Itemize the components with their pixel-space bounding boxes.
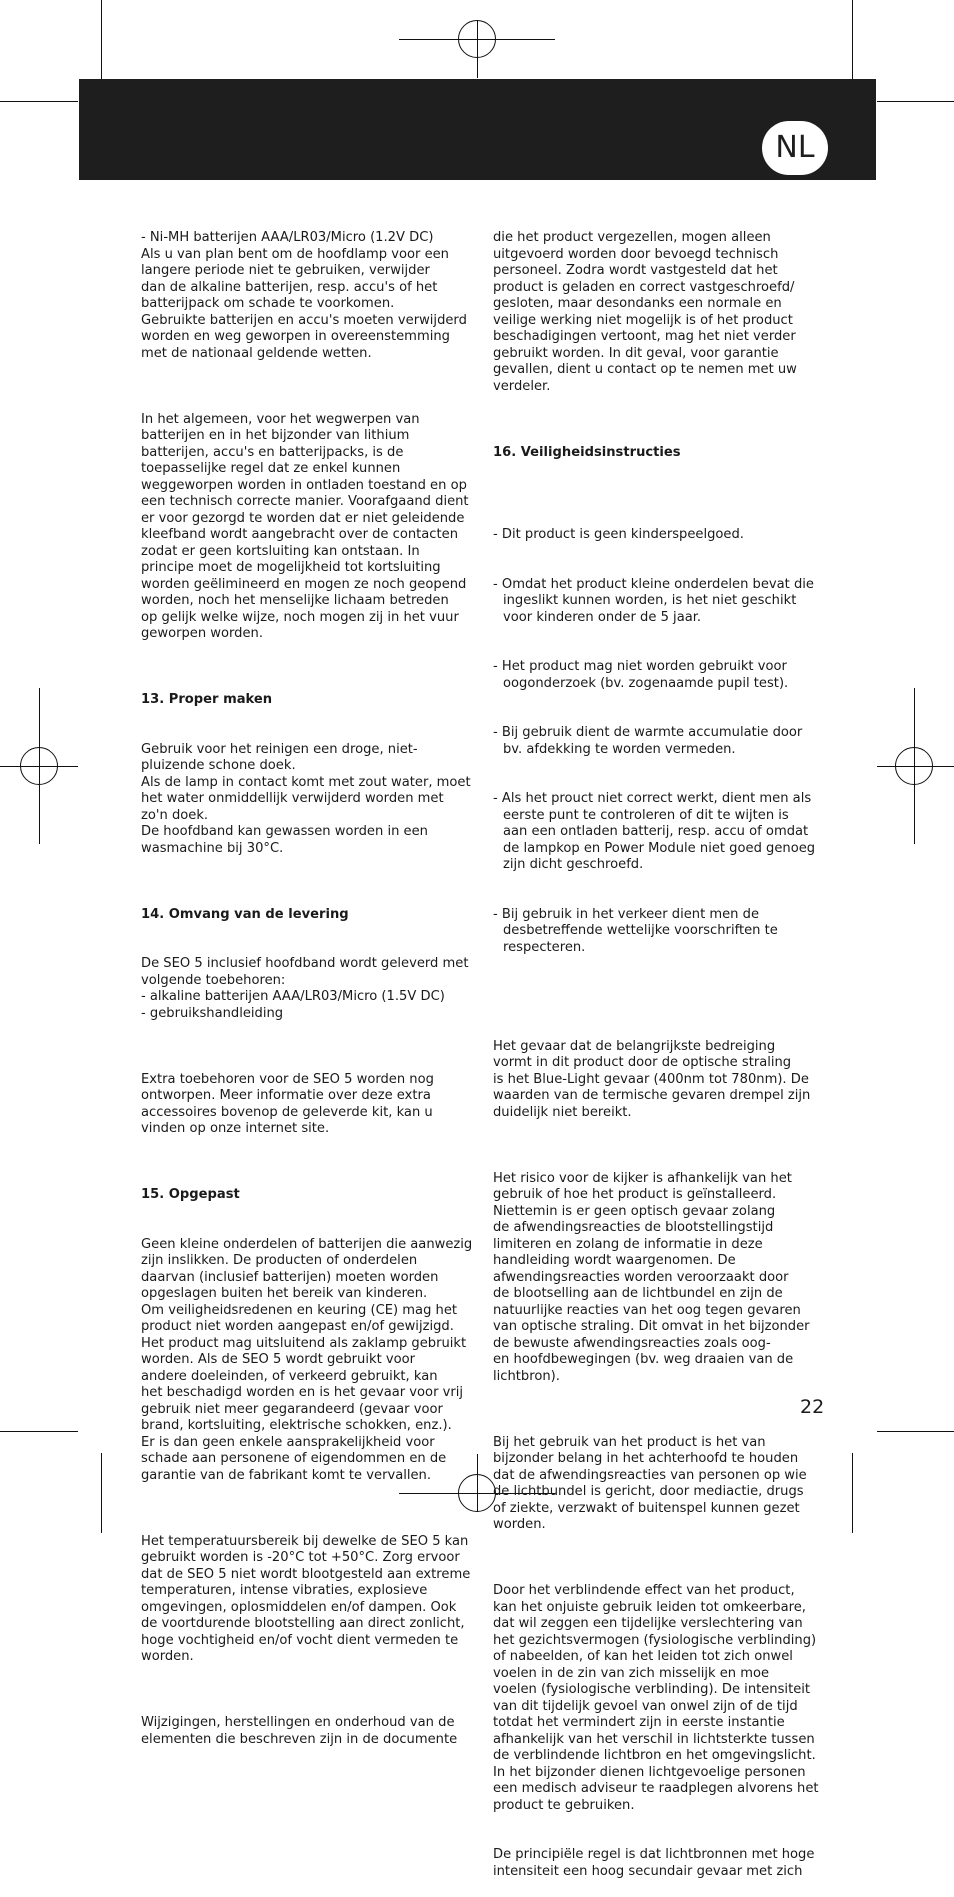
right-column [493, 197, 831, 1897]
registration-mark [895, 747, 933, 785]
safety-list [493, 494, 831, 989]
list-item: - Dit product is geen kinderspeelgoed. [493, 527, 744, 542]
continued-text: die het product vergezellen, mogen alleen uitgevoerd worden door bevoegd technisch personeel. Zodra wordt vastgesteld dat het product is geladen en correct vastgeschroefd/ gesloten, maar desondanks een normale en veilige werking niet mogelijk is of het product beschadigingen vertoont, mag het niet verder gebruikt worden. In dit geval, voor garantie gevallen, dient u contact op te nemen met uw verdeler. [493, 230, 797, 394]
blue-light-paragraph: Het gevaar dat de belangrijkste bedreiging vormt in dit product door de optische straling is het Blue-Light gevaar (400nm tot 780nm). De waarden van de termische gevaren drempel zijn duidelijk niet bereikt. [493, 1038, 811, 1120]
section-heading-delivery: 14. Omvang van de levering [141, 906, 349, 922]
aversion-paragraph: Bij het gebruik van het product is het van bijzonder belang in het achterhoofd te houden dat de afwendingsreacties van personen op wie de lichtbundel is gericht, door mediactie, drugs of ziekte, verzwakt of buitenspel kunnen gezet worden. [493, 1434, 807, 1532]
list-item: - Als het prouct niet correct werkt, dient men als eerste punt te controleren of dit te wijten is aan een ontladen batterij, resp. accu of omdat de lampkop en Power Module niet goed genoeg zijn dicht geschroefd. [493, 791, 816, 872]
header-bar [79, 79, 876, 180]
section-heading-safety: 16. Veiligheidsinstructies [493, 444, 681, 460]
left-column [141, 197, 479, 1765]
crop-mark [0, 1431, 78, 1432]
principle-paragraph: De principiële regel is dat lichtbronnen met hoge intensiteit een hoog secundair gevaar met zich [493, 1847, 815, 1879]
crop-mark [101, 1453, 102, 1533]
list-item: - Omdat het product kleine onderdelen bevat die ingeslikt kunnen worden, is het niet geschikt voor kinderen onder de 5 jaar. [493, 576, 814, 625]
crop-mark [877, 1431, 954, 1432]
crop-mark [852, 1453, 853, 1533]
cleaning-text: Gebruik voor het reinigen een droge, niet- pluizende schone doek. Als de lamp in contact komt met zout water, moet het water onmiddellijk verwijderd worden met zo'n doek. De hoofdband kan gewassen worden in een wasmachine bij 30°C. [141, 741, 471, 856]
battery-disposal-paragraph: - Ni-MH batterijen AAA/LR03/Micro (1.2V DC) Als u van plan bent om de hoofdlamp voor een langere periode niet te gebruiken, verwijder dan de alkaline batterijen, resp. accu's of het batterijpack om schade te voorkomen. Gebruikte batterijen en accu's moeten verwijderd worden en weg geworpen in overeenstemming met de nationaal geldende wetten. [141, 230, 467, 361]
caution-text: Geen kleine onderdelen of batterijen die aanwezig zijn inslikken. De producten of onderdelen daarvan (inclusief batterijen) moeten worden opgeslagen buiten het bereik van kinderen. Om veiligheidsredenen en keuring (CE) mag het product niet worden aangepast en/of gewijzigd. Het product mag uitsluitend als zaklamp gebruikt worden. Als de SEO 5 wordt gebruikt voor andere doeleinden, of verkeerd gebruikt, kan het beschadigd worden en is het gevaar voor vrij gebruik niet meer gegarandeerd (gevaar voor brand, kortsluiting, elektrische schokken, enz.). Er is dan geen enkele aansprakelijkheid voor schade aan personene of eigendommen en de garantie van de fabrikant komt te vervallen. [141, 1236, 473, 1483]
list-item: - Bij gebruik dient de warmte accumulatie door bv. afdekking te worden vermeden. [493, 725, 803, 757]
temperature-text: Het temperatuursbereik bij dewelke de SEO 5 kan gebruikt worden is -20°C tot +50°C. Zorg ervoor dat de SEO 5 niet wordt blootgesteld aan extreme temperaturen, intense vibraties, explosieve omgevingen, oplosmiddelen en/of dampen. Ook de voortdurende blootstelling aan direct zonlicht, hoge vochtigheid en/of vocht dient vermeden te worden. [141, 1533, 471, 1664]
glare-paragraph: Door het verblindende effect van het product, kan het onjuiste gebruik leiden tot omkeerbare, dat wil zeggen een tijdelijke verslechtering van het gezichtsvermogen (fysiologische verblinding) of nabeelden, of kan het leiden tot zich onwel voelen in de zin van zich misselijk en moe voelen (fysiologische verblinding). De intensiteit van dit tijdelijk gevoel van onwel zijn of de tijd totdat het vermindert zijn in eerste instantie afhankelijk van het verschil in lichtsterkte tussen de verblindende lichtbron en het omgevingslicht. In het bijzonder dienen lichtgevoelige personen een medisch adviseur te raadplegen alvorens het product te gebruiken. [493, 1583, 819, 1813]
delivery-text: De SEO 5 inclusief hoofdband wordt geleverd met volgende toebehoren: - alkaline batterijen AAA/LR03/Micro (1.5V DC) - gebruikshandleiding [141, 956, 469, 1021]
list-item: - Bij gebruik in het verkeer dient men de desbetreffende wettelijke voorschriften te respecteren. [493, 906, 778, 955]
section-heading-cleaning: 13. Proper maken [141, 692, 273, 707]
accessories-text: Extra toebehoren voor de SEO 5 worden nog ontworpen. Meer informatie over deze extra accessoires bovenop de geleverde kit, kan u vinden op onze internet site. [141, 1071, 434, 1136]
registration-mark [20, 747, 58, 785]
list-item: - Het product mag niet worden gebruikt voor oogonderzoek (bv. zogenaamde pupil test). [493, 659, 789, 691]
modification-text: Wijzigingen, herstellingen en onderhoud van de elementen die beschreven zijn in de documente [141, 1715, 458, 1747]
risk-paragraph: Het risico voor de kijker is afhankelijk van het gebruik of hoe het product is geïnstalleerd. Niettemin is er geen optisch gevaar zolang de afwendingsreacties de blootstellingstijd limiteren en zolang de informatie in deze handleiding wordt waargenomen. De afwendingsreacties worden veroorzaakt door de blootselling aan de lichtbundel en zijn de natuurlijke reacties van het oog tegen gevaren van optische straling. Dit omvat in het bijzonder de bewuste afwendingsreacties zoals oog- en hoofdbewegingen (bv. weg draaien van de lichtbron). [493, 1170, 810, 1384]
crop-mark [877, 101, 954, 102]
battery-disposal-paragraph: In het algemeen, voor het wegwerpen van batterijen en in het bijzonder van lithium batterijen, accu's en batterijpacks, is de toepasselijke regel dat ze enkel kunnen weggeworpen worden in ontladen toestand en op een technisch correcte manier. Voorafgaand dient er voor gezorgd te worden dat er niet geleidende kleefband wordt aangebracht over de contacten zodat er geen kortsluiting kan ontstaan. In principe moet de mogelijkheid tot kortsluiting worden geëlimineerd en mogen ze noch geopend worden, noch het menselijke lichaam betreden op gelijk welke wijze, noch mogen zij in het vuur geworpen worden. [141, 411, 469, 641]
registration-mark [458, 20, 496, 58]
language-badge: NL [762, 121, 828, 175]
page-number: 22 [800, 1396, 825, 1418]
crop-mark [0, 101, 78, 102]
section-heading-caution: 15. Opgepast [141, 1187, 240, 1202]
